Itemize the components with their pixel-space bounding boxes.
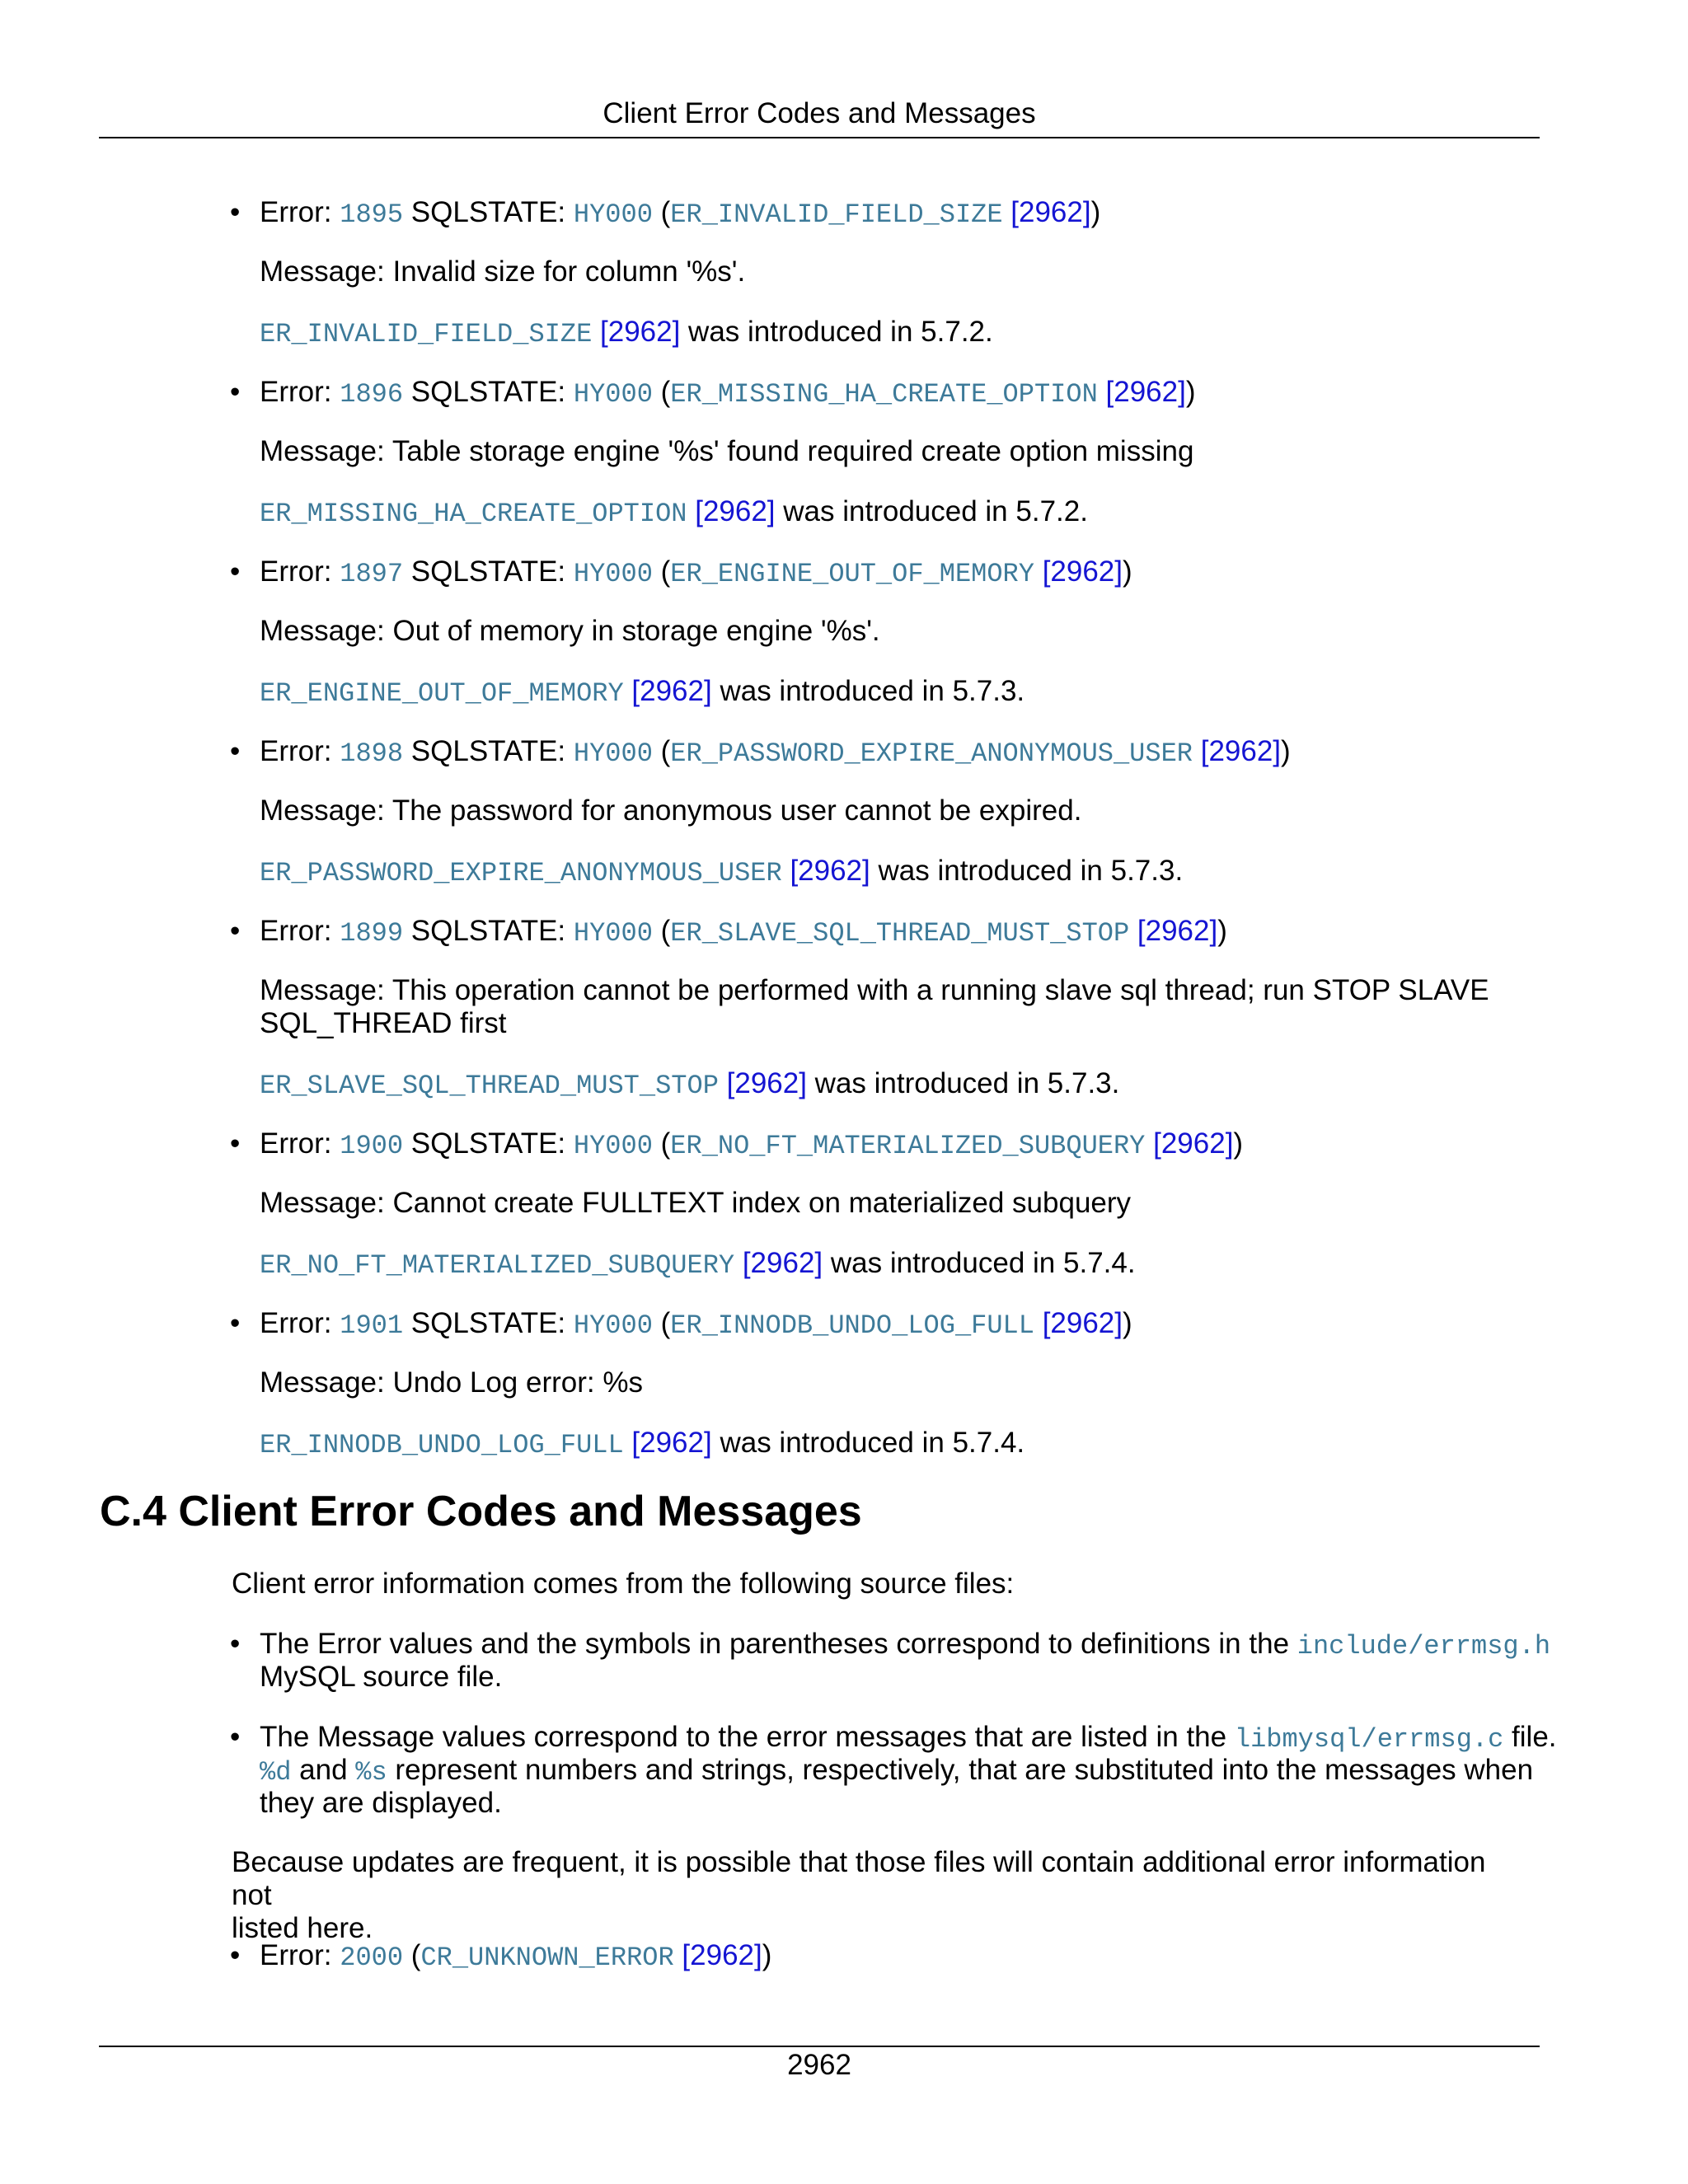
bullet-marker: • (230, 1721, 241, 1753)
note-line: listed here. (232, 1912, 373, 1944)
error-code[interactable]: 1896 (340, 379, 404, 410)
error-code[interactable]: 2000 (340, 1943, 404, 1973)
message-text: Undo Log error: %s (392, 1366, 643, 1399)
introduced-label: was introduced in (830, 1247, 1056, 1279)
bullet-line (260, 1661, 502, 1694)
error-label: Error: (260, 555, 332, 588)
error-code[interactable]: 1895 (340, 199, 404, 230)
error-line: Error: 1896 SQLSTATE: HY000 (ER_MISSING_HA_CREATE_OPTION [2962]) (260, 376, 1196, 410)
error-line: Error: 1895 SQLSTATE: HY000 (ER_INVALID_FIELD_SIZE [2962]) (260, 196, 1101, 230)
page-ref-link[interactable]: [2962] (1010, 196, 1091, 228)
message-label: Message: (260, 255, 385, 288)
introduced-label: was introduced in (878, 855, 1103, 887)
bullet-line (260, 1628, 1550, 1663)
sqlstate-value[interactable]: HY000 (573, 199, 653, 230)
message-label: Message: (260, 1366, 385, 1399)
bullet-marker: • (230, 1939, 241, 1971)
sqlstate-label: SQLSTATE: (410, 196, 566, 228)
message-label: Message: (260, 974, 385, 1006)
running-header: Client Error Codes and Messages (603, 97, 1036, 129)
error-label: Error: (260, 1307, 332, 1339)
message-line (260, 255, 745, 288)
sqlstate-value[interactable]: HY000 (573, 738, 653, 769)
note-paragraph (232, 1846, 1517, 1945)
page-ref-link[interactable]: [2962] (1105, 376, 1186, 408)
message-text: Invalid size for column '%s'. (392, 255, 746, 288)
version-text: 5.7.4. (952, 1427, 1025, 1459)
page-ref-link[interactable]: [2962] (726, 1067, 807, 1099)
sqlstate-label: SQLSTATE: (410, 1127, 566, 1160)
introduced-line (260, 495, 1088, 531)
sqlstate-label: SQLSTATE: (410, 376, 566, 408)
message-line (260, 435, 1193, 468)
bullet-line (260, 1754, 1533, 1789)
page-ref-link[interactable]: [2962] (600, 316, 681, 348)
error-code[interactable]: 1897 (340, 559, 404, 589)
message-line-continued (260, 1007, 507, 1040)
sqlstate-value[interactable]: HY000 (573, 918, 653, 949)
message-line (260, 1187, 1131, 1220)
format-specifier: %s (355, 1757, 387, 1788)
message-label: Message: (260, 794, 385, 827)
error-label: Error: (260, 735, 332, 767)
introduced-line (260, 855, 1183, 890)
error-symbol[interactable]: ER_INVALID_FIELD_SIZE (260, 319, 593, 349)
error-line: Error: 1899 SQLSTATE: HY000 (ER_SLAVE_SQL_THREAD_MUST_STOP [2962]) (260, 915, 1227, 949)
note-line: Because updates are frequent, it is possible that those files will contain additional error information not (232, 1846, 1486, 1911)
version-text: 5.7.4. (1063, 1247, 1136, 1279)
section-heading: C.4 Client Error Codes and Messages (100, 1488, 862, 1535)
message-label: Message: (260, 435, 385, 467)
introduced-label: was introduced in (688, 316, 913, 348)
message-line (260, 615, 880, 648)
page-ref-link[interactable]: [2962] (742, 1247, 823, 1279)
page-ref-link[interactable]: [2962] (1042, 555, 1123, 588)
error-symbol[interactable]: ER_PASSWORD_EXPIRE_ANONYMOUS_USER (670, 738, 1193, 769)
error-label: Error: (260, 196, 332, 228)
source-file-link[interactable]: include/errmsg.h (1296, 1631, 1551, 1661)
introduced-label: was introduced in (720, 1427, 945, 1459)
section-intro: Client error information comes from the following source files: (232, 1568, 1015, 1600)
error-symbol[interactable]: ER_MISSING_HA_CREATE_OPTION (260, 499, 687, 529)
version-text: 5.7.3. (952, 675, 1025, 707)
bullet-marker: • (230, 1628, 241, 1660)
page-ref-link[interactable]: [2962] (682, 1939, 762, 1971)
page-ref-link[interactable]: [2962] (1137, 915, 1218, 947)
version-text: 5.7.2. (1015, 495, 1088, 527)
message-line (260, 974, 1489, 1007)
page-ref-link[interactable]: [2962] (631, 675, 712, 707)
introduced-label: was introduced in (783, 495, 1008, 527)
message-text: Out of memory in storage engine '%s'. (392, 615, 880, 647)
error-symbol[interactable]: ER_ENGINE_OUT_OF_MEMORY (260, 678, 624, 709)
introduced-line (260, 1427, 1025, 1462)
bullet-marker: • (230, 555, 241, 588)
error-symbol[interactable]: ER_NO_FT_MATERIALIZED_SUBQUERY (260, 1250, 735, 1281)
page-ref-link[interactable]: [2962] (1153, 1127, 1234, 1160)
page-number: 2962 (787, 2049, 851, 2081)
sqlstate-value[interactable]: HY000 (573, 1131, 653, 1161)
error-symbol[interactable]: ER_PASSWORD_EXPIRE_ANONYMOUS_USER (260, 858, 782, 888)
introduced-line (260, 1247, 1136, 1282)
error-line: Error: 2000 (CR_UNKNOWN_ERROR [2962]) (260, 1939, 772, 1973)
sqlstate-value[interactable]: HY000 (573, 379, 653, 410)
message-text: Table storage engine '%s' found required create option missing (392, 435, 1194, 467)
error-label: Error: (260, 1939, 332, 1971)
error-code[interactable]: 1901 (340, 1310, 404, 1341)
bullet-text: MySQL source file. (260, 1661, 503, 1693)
bullet-line (260, 1787, 502, 1820)
bullet-line (260, 1721, 1557, 1756)
sqlstate-value[interactable]: HY000 (573, 1310, 653, 1341)
bullet-text: The Message values correspond to the error messages that are listed in the (260, 1721, 1227, 1753)
error-symbol[interactable]: ER_ENGINE_OUT_OF_MEMORY (670, 559, 1034, 589)
message-line (260, 1366, 643, 1399)
version-text: 5.7.3. (1047, 1067, 1120, 1099)
error-symbol[interactable]: ER_SLAVE_SQL_THREAD_MUST_STOP (260, 1071, 719, 1101)
error-symbol[interactable]: ER_MISSING_HA_CREATE_OPTION (670, 379, 1098, 410)
bullet-marker: • (230, 196, 241, 228)
error-symbol[interactable]: ER_INVALID_FIELD_SIZE (670, 199, 1003, 230)
error-code[interactable]: 1900 (340, 1131, 404, 1161)
bullet-marker: • (230, 915, 241, 947)
bullet-text: The Error values and the symbols in parentheses correspond to definitions in the (260, 1628, 1290, 1660)
bullet-text: and (299, 1754, 348, 1786)
page-ref-link[interactable]: [2962] (1200, 735, 1282, 767)
bullet-text: they are displayed. (260, 1787, 502, 1819)
introduced-line (260, 1067, 1119, 1103)
bullet-text: represent numbers and strings, respectively, that are substituted into the messages when (395, 1754, 1534, 1786)
introduced-label: was introduced in (720, 675, 945, 707)
message-text: SQL_THREAD first (260, 1007, 507, 1039)
error-symbol[interactable]: ER_NO_FT_MATERIALIZED_SUBQUERY (670, 1131, 1146, 1161)
sqlstate-label: SQLSTATE: (410, 1307, 566, 1339)
source-file-link[interactable]: libmysql/errmsg.c (1234, 1724, 1504, 1755)
header-rule (99, 137, 1540, 138)
introduced-label: was introduced in (814, 1067, 1040, 1099)
message-label: Message: (260, 615, 385, 647)
version-text: 5.7.2. (921, 316, 993, 348)
bullet-marker: • (230, 735, 241, 767)
page-ref-link[interactable]: [2962] (695, 495, 776, 527)
page-ref-link[interactable]: [2962] (790, 855, 870, 887)
error-code[interactable]: 1899 (340, 918, 404, 949)
page-ref-link[interactable]: [2962] (1042, 1307, 1123, 1339)
error-symbol[interactable]: CR_UNKNOWN_ERROR (420, 1943, 674, 1973)
error-label: Error: (260, 1127, 332, 1160)
message-line (260, 794, 1081, 827)
version-text: 5.7.3. (1110, 855, 1184, 887)
error-symbol[interactable]: ER_INNODB_UNDO_LOG_FULL (260, 1430, 624, 1460)
page-ref-link[interactable]: [2962] (631, 1427, 712, 1459)
error-label: Error: (260, 376, 332, 408)
format-specifier: %d (260, 1757, 292, 1788)
error-line: Error: 1898 SQLSTATE: HY000 (ER_PASSWORD_EXPIRE_ANONYMOUS_USER [2962]) (260, 735, 1291, 769)
bullet-marker: • (230, 1127, 241, 1160)
introduced-line (260, 316, 993, 351)
sqlstate-label: SQLSTATE: (410, 735, 566, 767)
sqlstate-label: SQLSTATE: (410, 555, 566, 588)
error-line: Error: 1897 SQLSTATE: HY000 (ER_ENGINE_OUT_OF_MEMORY [2962]) (260, 555, 1132, 589)
message-text: The password for anonymous user cannot be expired. (392, 794, 1082, 827)
sqlstate-value[interactable]: HY000 (573, 559, 653, 589)
error-symbol[interactable]: ER_INNODB_UNDO_LOG_FULL (670, 1310, 1034, 1341)
bullet-text: file. (1512, 1721, 1557, 1753)
message-text: This operation cannot be performed with a running slave sql thread; run STOP SLAVE (392, 974, 1489, 1006)
error-line: Error: 1900 SQLSTATE: HY000 (ER_NO_FT_MATERIALIZED_SUBQUERY [2962]) (260, 1127, 1244, 1161)
bullet-marker: • (230, 1307, 241, 1339)
error-code[interactable]: 1898 (340, 738, 404, 769)
sqlstate-label: SQLSTATE: (410, 915, 566, 947)
error-symbol[interactable]: ER_SLAVE_SQL_THREAD_MUST_STOP (670, 918, 1130, 949)
introduced-line (260, 675, 1025, 710)
error-line: Error: 1901 SQLSTATE: HY000 (ER_INNODB_UNDO_LOG_FULL [2962]) (260, 1307, 1132, 1341)
message-text: Cannot create FULLTEXT index on materialized subquery (392, 1187, 1132, 1219)
error-label: Error: (260, 915, 332, 947)
message-label: Message: (260, 1187, 385, 1219)
bullet-marker: • (230, 376, 241, 408)
